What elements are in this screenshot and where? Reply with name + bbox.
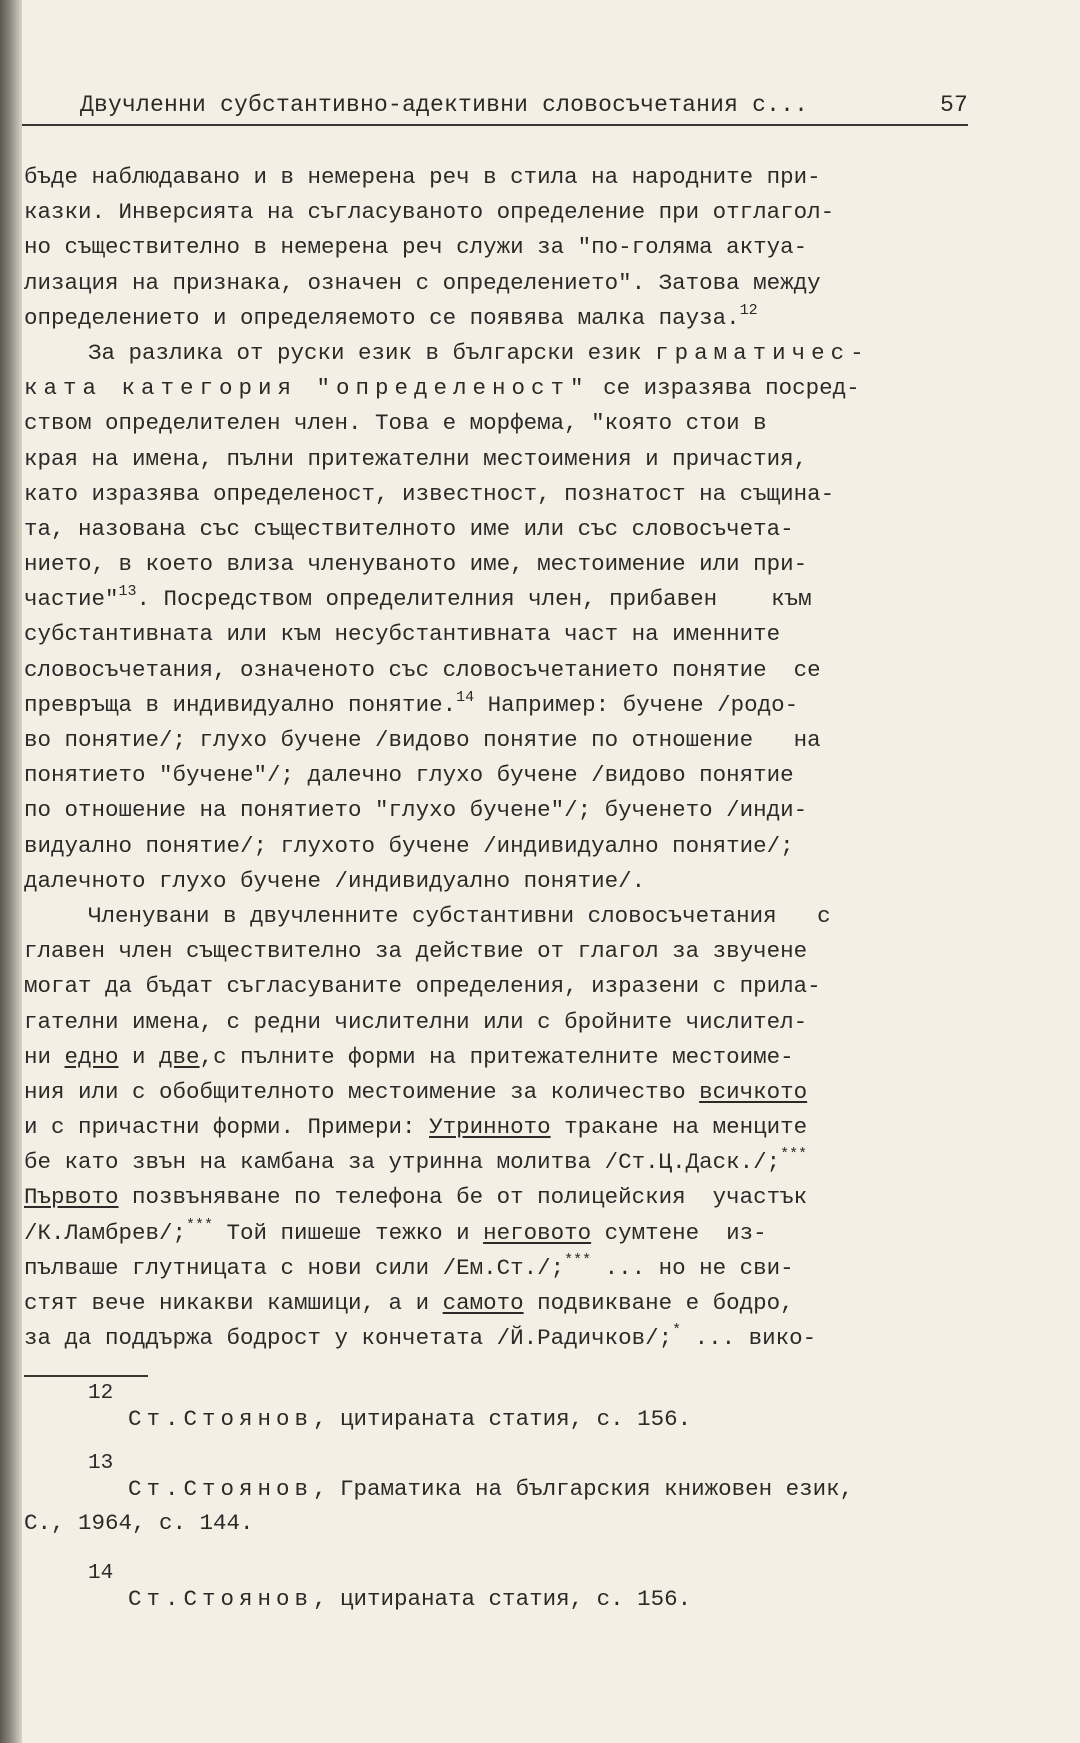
- footnote-ref-13: 13: [118, 583, 137, 601]
- footnotes: [24, 1382, 984, 1632]
- text-line: словосъчетания, означеното със словосъчетанието понятие се: [24, 656, 821, 683]
- poetry-marker: ***: [186, 1216, 214, 1234]
- text-line: [24, 1180, 984, 1215]
- text-span: ,с пълните форми на притежателните местоиме-: [199, 1043, 794, 1070]
- text-span: и с причастни форми. Примери:: [24, 1114, 430, 1141]
- footnote-rule: [24, 1375, 148, 1377]
- text-span: частие": [24, 586, 119, 613]
- footnote-text: [128, 1476, 853, 1502]
- text-line: края на имена, пълни притежателни местоимения и причастия,: [24, 445, 808, 472]
- text-span: За разлика от руски език в български език: [88, 339, 656, 366]
- underlined-word: едно: [64, 1043, 119, 1070]
- footnote: [24, 1382, 984, 1452]
- underlined-word: самото: [442, 1290, 524, 1316]
- text-span: ния или с обобщителното местоимение за количество: [24, 1078, 700, 1105]
- text-span: подвикване е бодро,: [523, 1290, 794, 1316]
- text-line: гателни имена, с редни числителни или с бройните числител-: [24, 1008, 808, 1035]
- poetry-marker: ***: [564, 1251, 592, 1269]
- text-line: [24, 1321, 984, 1356]
- text-span: ни: [24, 1043, 65, 1070]
- text-line: [24, 688, 984, 723]
- text-span: за да поддържа бодрост у кончетата /Й.Радичков/;: [24, 1325, 673, 1352]
- underlined-word: Утринното: [429, 1114, 551, 1141]
- text-span: пълваше глутницата с нови сили /Ем.Ст./;: [24, 1254, 565, 1281]
- text-line: субстантивната или към несубстантивната част на именните: [24, 621, 781, 648]
- text-line: [24, 1040, 984, 1075]
- text-span: определението и определяемото се появява малка пауза.: [24, 304, 740, 331]
- text-span: бе като звън на камбана за утринна молитва /Ст.Ц.Даск./;: [24, 1149, 781, 1176]
- text-span: , цитираната статия, с. 156.: [313, 1406, 692, 1432]
- text-line: по отношение на понятието "глухо бучене"/; бученето /инди-: [24, 797, 808, 824]
- text-line: понятието "бучене"/; далечно глухо бучене /видово понятие: [24, 762, 794, 789]
- text-span: се изразява посред-: [589, 375, 860, 402]
- text-line: [24, 1251, 984, 1286]
- running-title: Двучленни субстантивно-адективни словосъчетания с...: [80, 92, 809, 118]
- binding-edge: [0, 0, 22, 1743]
- text-line: [24, 582, 984, 617]
- text-line: [24, 1110, 984, 1145]
- text-line: [24, 336, 984, 371]
- text-span: Той пишеше тежко и: [213, 1219, 484, 1246]
- footnote-author: Ст.Стоянов: [128, 1476, 314, 1502]
- text-span: Например: бучене /родо-: [474, 691, 799, 718]
- spaced-term: ката категория "определеност": [24, 375, 590, 402]
- footnote-author: Ст.Стоянов: [128, 1406, 314, 1432]
- underlined-word: две: [159, 1043, 200, 1070]
- spaced-term: граматичес-: [655, 339, 870, 366]
- text-span: сумтене из-: [591, 1219, 767, 1246]
- underlined-word: Първото: [24, 1184, 119, 1211]
- text-line: ством определителен член. Това е морфема, "която стои в: [24, 410, 767, 437]
- header-rule: [22, 124, 968, 126]
- text-line: лизация на признака, означен с определението". Затова между: [24, 269, 821, 296]
- text-line: [24, 1286, 984, 1321]
- body-text: [24, 160, 984, 1356]
- text-span: ... но не сви-: [591, 1254, 794, 1281]
- text-line: бъде наблюдавано и в немерена реч в стила на народните при-: [24, 164, 821, 190]
- poetry-marker: *: [672, 1322, 682, 1340]
- text-line: во понятие/; глухо бучене /видово понятие по отношение на: [24, 727, 821, 753]
- footnote-number: 12: [88, 1382, 114, 1405]
- text-line: [24, 1216, 984, 1251]
- footnote-ref-14: 14: [456, 688, 475, 706]
- text-line: Членувани в двучленните субстантивни словосъчетания с: [88, 902, 831, 929]
- text-line: казки. Инверсията на съгласуваното определение при отглагол-: [24, 199, 835, 226]
- footnote-ref-12: 12: [739, 301, 758, 319]
- text-span: , цитираната статия, с. 156.: [313, 1586, 692, 1612]
- text-line: видуално понятие/; глухото бучене /индивидуално понятие/;: [24, 832, 794, 859]
- text-span: стят вече никакви камшици, а и: [24, 1290, 443, 1316]
- text-span: /К.Ламбрев/;: [24, 1219, 187, 1246]
- text-span: и: [118, 1043, 160, 1070]
- poetry-marker: ***: [780, 1146, 808, 1164]
- footnote-number: 14: [88, 1562, 114, 1585]
- footnote-text: [128, 1406, 691, 1432]
- text-span: , Граматика на българския книжовен език,: [313, 1476, 854, 1502]
- running-header: [80, 92, 968, 118]
- footnote-text: [128, 1586, 691, 1612]
- underlined-word: неговото: [483, 1219, 592, 1246]
- text-line: могат да бъдат съгласуваните определения, изразени с прила-: [24, 973, 821, 1000]
- text-line: [24, 371, 984, 406]
- footnote-number: 13: [88, 1452, 114, 1475]
- footnote: [24, 1452, 984, 1562]
- text-span: . Посредством определителния член, прибавен към: [136, 586, 812, 613]
- underlined-word: всичкото: [699, 1078, 808, 1105]
- text-line: та, назована със съществителното име или със словосъчета-: [24, 515, 794, 542]
- footnote: [24, 1562, 984, 1632]
- text-line: далечното глухо бучене /индивидуално понятие/.: [24, 867, 646, 894]
- text-line: [24, 301, 984, 336]
- text-line: [24, 1145, 984, 1180]
- text-span: позвъняване по телефона бе от полицейския участък: [118, 1184, 808, 1211]
- text-line: [24, 1075, 984, 1110]
- text-line: като изразява определеност, известност, познатост на същина-: [24, 480, 835, 507]
- text-line: главен член съществително за действие от глагол за звучене: [24, 938, 808, 965]
- page-number: 57: [939, 92, 968, 118]
- text-span: превръща в индивидуално понятие.: [24, 691, 457, 718]
- footnote-author: Ст.Стоянов: [128, 1586, 314, 1612]
- text-span: тракане на менците: [550, 1114, 808, 1141]
- footnote-continuation: С., 1964, с. 144.: [24, 1510, 254, 1536]
- text-line: нието, в което влиза членуваното име, местоимение или при-: [24, 551, 808, 578]
- text-span: ... вико-: [681, 1325, 817, 1352]
- text-line: но съществително в немерена реч служи за "по-голяма актуа-: [24, 234, 808, 261]
